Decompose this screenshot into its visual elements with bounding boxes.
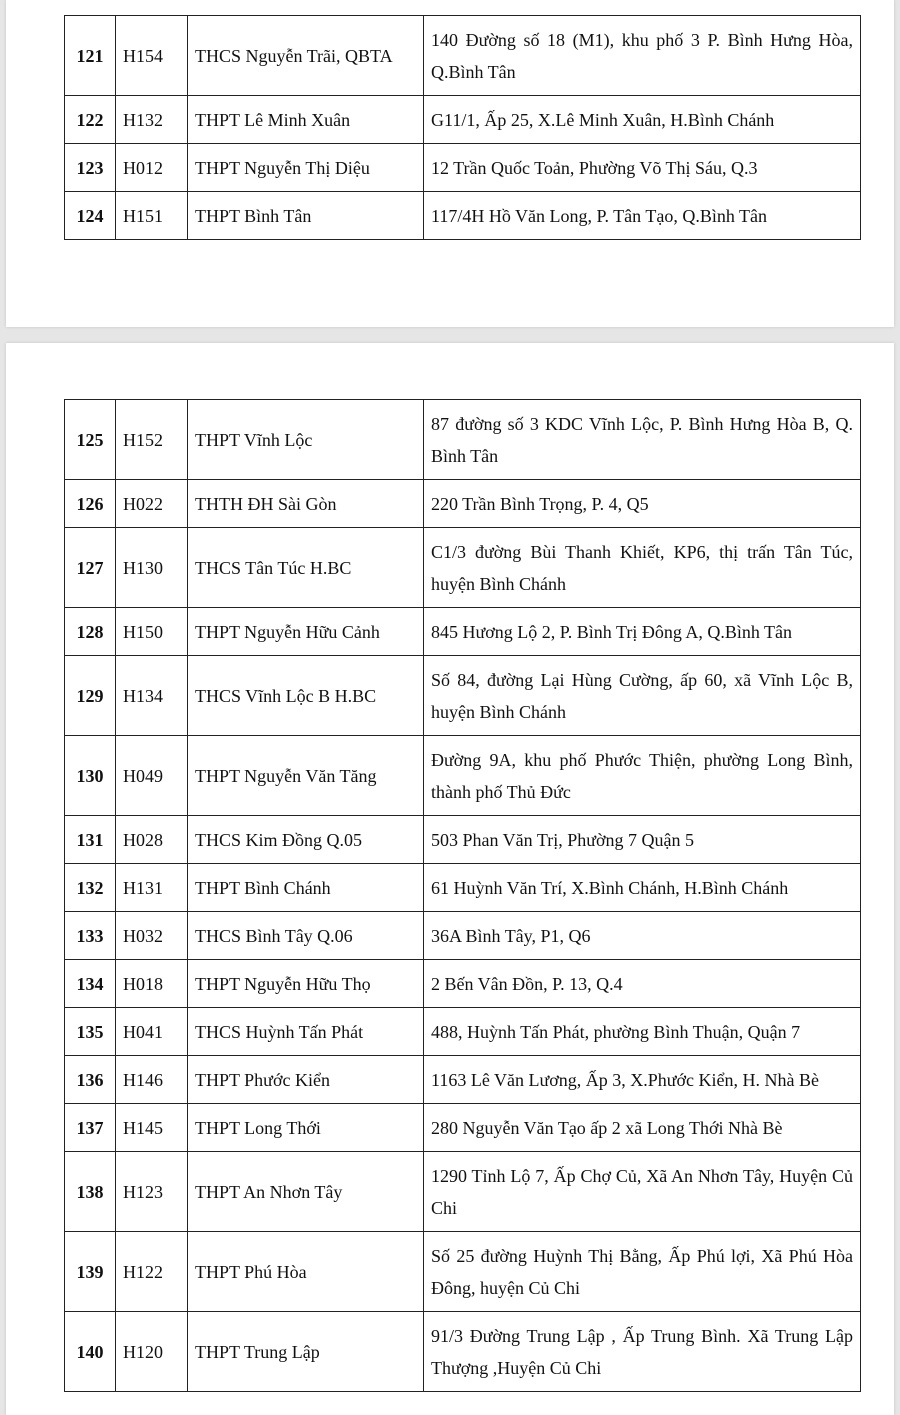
- school-code-cell: H146: [116, 1056, 188, 1104]
- row-number-cell: 132: [65, 864, 116, 912]
- school-code-cell: H150: [116, 608, 188, 656]
- school-name-cell: THCS Nguyễn Trãi, QBTA: [188, 16, 424, 96]
- row-number-cell: 129: [65, 656, 116, 736]
- address-cell: 61 Huỳnh Văn Trí, X.Bình Chánh, H.Bình Chánh: [424, 864, 861, 912]
- school-code-cell: H012: [116, 144, 188, 192]
- row-number-cell: 126: [65, 480, 116, 528]
- address-cell: Đường 9A, khu phố Phước Thiện, phường Long Bình, thành phố Thủ Đức: [424, 736, 861, 816]
- row-number-cell: 131: [65, 816, 116, 864]
- table-row: [65, 1152, 861, 1232]
- school-name-cell: THPT Bình Tân: [188, 192, 424, 240]
- row-number-cell: 125: [65, 400, 116, 480]
- school-name-cell: THPT Trung Lập: [188, 1312, 424, 1392]
- table-body: [65, 16, 861, 240]
- school-code-cell: H151: [116, 192, 188, 240]
- row-number-cell: 124: [65, 192, 116, 240]
- school-name-cell: THPT Nguyễn Hữu Thọ: [188, 960, 424, 1008]
- table-row: [65, 1104, 861, 1152]
- address-cell: 280 Nguyễn Văn Tạo ấp 2 xã Long Thới Nhà Bè: [424, 1104, 861, 1152]
- document-page-1: [6, 0, 894, 327]
- address-cell: 1163 Lê Văn Lương, Ấp 3, X.Phước Kiển, H. Nhà Bè: [424, 1056, 861, 1104]
- school-name-cell: THCS Vĩnh Lộc B H.BC: [188, 656, 424, 736]
- table-body: [65, 400, 861, 1392]
- school-code-cell: H132: [116, 96, 188, 144]
- school-table: [64, 399, 861, 1392]
- school-code-cell: H131: [116, 864, 188, 912]
- row-number-cell: 122: [65, 96, 116, 144]
- table-row: [65, 1056, 861, 1104]
- school-code-cell: H032: [116, 912, 188, 960]
- address-cell: 117/4H Hồ Văn Long, P. Tân Tạo, Q.Bình Tân: [424, 192, 861, 240]
- school-name-cell: THPT Nguyễn Văn Tăng: [188, 736, 424, 816]
- school-name-cell: THPT Nguyễn Hữu Cảnh: [188, 608, 424, 656]
- table-row: [65, 96, 861, 144]
- school-name-cell: THPT An Nhơn Tây: [188, 1152, 424, 1232]
- address-cell: 488, Huỳnh Tấn Phát, phường Bình Thuận, Quận 7: [424, 1008, 861, 1056]
- school-name-cell: THTH ĐH Sài Gòn: [188, 480, 424, 528]
- school-name-cell: THPT Vĩnh Lộc: [188, 400, 424, 480]
- school-code-cell: H120: [116, 1312, 188, 1392]
- row-number-cell: 137: [65, 1104, 116, 1152]
- table-row: [65, 1312, 861, 1392]
- address-cell: 1290 Tỉnh Lộ 7, Ấp Chợ Củ, Xã An Nhơn Tây, Huyện Củ Chi: [424, 1152, 861, 1232]
- address-cell: Số 84, đường Lại Hùng Cường, ấp 60, xã Vĩnh Lộc B, huyện Bình Chánh: [424, 656, 861, 736]
- address-cell: 845 Hương Lộ 2, P. Bình Trị Đông A, Q.Bình Tân: [424, 608, 861, 656]
- school-code-cell: H122: [116, 1232, 188, 1312]
- table-row: [65, 864, 861, 912]
- table-row: [65, 144, 861, 192]
- table-row: [65, 1232, 861, 1312]
- school-code-cell: H152: [116, 400, 188, 480]
- address-cell: 220 Trần Bình Trọng, P. 4, Q5: [424, 480, 861, 528]
- school-name-cell: THCS Huỳnh Tấn Phát: [188, 1008, 424, 1056]
- row-number-cell: 135: [65, 1008, 116, 1056]
- address-cell: 87 đường số 3 KDC Vĩnh Lộc, P. Bình Hưng Hòa B, Q. Bình Tân: [424, 400, 861, 480]
- school-code-cell: H134: [116, 656, 188, 736]
- school-name-cell: THPT Long Thới: [188, 1104, 424, 1152]
- address-cell: C1/3 đường Bùi Thanh Khiết, KP6, thị trấn Tân Túc, huyện Bình Chánh: [424, 528, 861, 608]
- row-number-cell: 128: [65, 608, 116, 656]
- row-number-cell: 121: [65, 16, 116, 96]
- table-row: [65, 1008, 861, 1056]
- school-table: [64, 15, 861, 240]
- address-cell: 12 Trần Quốc Toản, Phường Võ Thị Sáu, Q.3: [424, 144, 861, 192]
- school-name-cell: THPT Lê Minh Xuân: [188, 96, 424, 144]
- address-cell: 140 Đường số 18 (M1), khu phố 3 P. Bình Hưng Hòa, Q.Bình Tân: [424, 16, 861, 96]
- school-code-cell: H145: [116, 1104, 188, 1152]
- address-cell: 2 Bến Vân Đồn, P. 13, Q.4: [424, 960, 861, 1008]
- address-cell: 503 Phan Văn Trị, Phường 7 Quận 5: [424, 816, 861, 864]
- address-cell: G11/1, Ấp 25, X.Lê Minh Xuân, H.Bình Chánh: [424, 96, 861, 144]
- school-code-cell: H130: [116, 528, 188, 608]
- table-row: [65, 608, 861, 656]
- row-number-cell: 130: [65, 736, 116, 816]
- school-name-cell: THPT Nguyễn Thị Diệu: [188, 144, 424, 192]
- row-number-cell: 133: [65, 912, 116, 960]
- address-cell: 36A Bình Tây, P1, Q6: [424, 912, 861, 960]
- school-code-cell: H041: [116, 1008, 188, 1056]
- table-row: [65, 816, 861, 864]
- table-row: [65, 960, 861, 1008]
- table-row: [65, 480, 861, 528]
- school-code-cell: H049: [116, 736, 188, 816]
- school-code-cell: H022: [116, 480, 188, 528]
- table-row: [65, 912, 861, 960]
- table-row: [65, 192, 861, 240]
- address-cell: 91/3 Đường Trung Lập , Ấp Trung Bình. Xã Trung Lập Thượng ,Huyện Củ Chi: [424, 1312, 861, 1392]
- school-name-cell: THPT Phú Hòa: [188, 1232, 424, 1312]
- school-code-cell: H018: [116, 960, 188, 1008]
- table-row: [65, 656, 861, 736]
- table-row: [65, 736, 861, 816]
- row-number-cell: 138: [65, 1152, 116, 1232]
- table-row: [65, 400, 861, 480]
- school-code-cell: H154: [116, 16, 188, 96]
- row-number-cell: 134: [65, 960, 116, 1008]
- table-row: [65, 528, 861, 608]
- row-number-cell: 136: [65, 1056, 116, 1104]
- row-number-cell: 139: [65, 1232, 116, 1312]
- address-cell: Số 25 đường Huỳnh Thị Bằng, Ấp Phú lợi, Xã Phú Hòa Đông, huyện Củ Chi: [424, 1232, 861, 1312]
- school-name-cell: THCS Tân Túc H.BC: [188, 528, 424, 608]
- school-name-cell: THCS Kim Đồng Q.05: [188, 816, 424, 864]
- table-row: [65, 16, 861, 96]
- school-code-cell: H028: [116, 816, 188, 864]
- row-number-cell: 127: [65, 528, 116, 608]
- row-number-cell: 140: [65, 1312, 116, 1392]
- document-page-2: [6, 343, 894, 1415]
- row-number-cell: 123: [65, 144, 116, 192]
- school-name-cell: THPT Bình Chánh: [188, 864, 424, 912]
- school-name-cell: THCS Bình Tây Q.06: [188, 912, 424, 960]
- school-code-cell: H123: [116, 1152, 188, 1232]
- school-name-cell: THPT Phước Kiển: [188, 1056, 424, 1104]
